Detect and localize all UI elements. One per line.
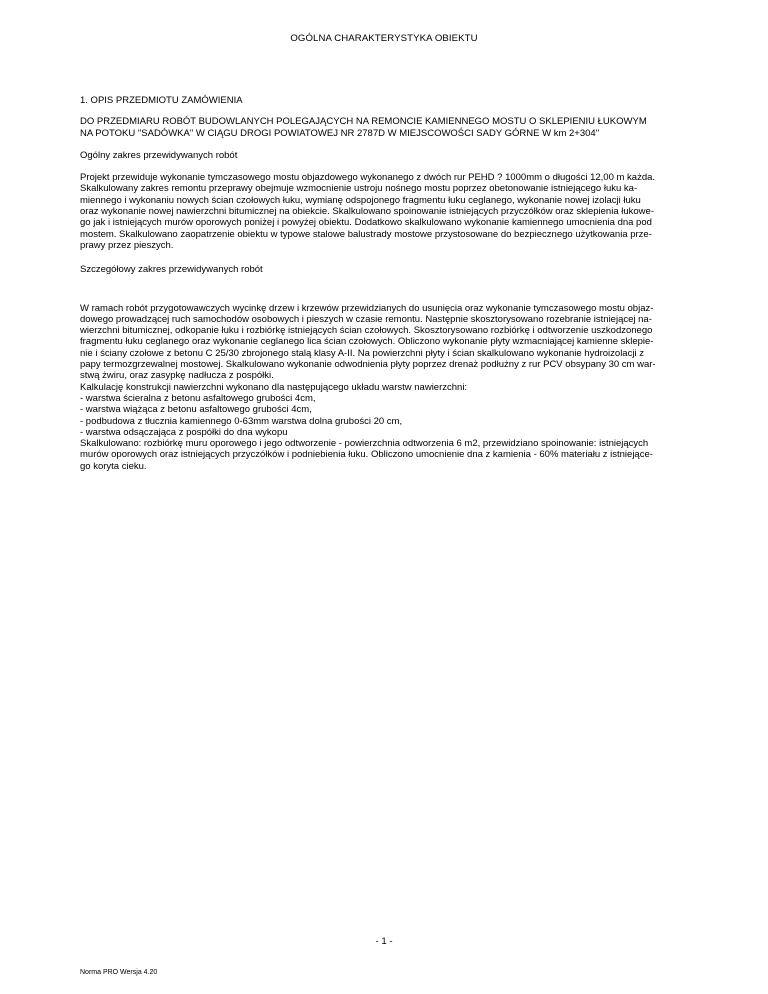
paragraph-line: papy termozgrzewalnej mostowej. Skalkulowano wykonanie odwodnienia płyty poprzez drenaż podłużny z rur PCV obsypany 30 cm war- [80, 359, 656, 371]
detailed-scope-paragraph [80, 303, 725, 472]
layer-list-item: - podbudowa z tłucznia kamiennego 0-63mm warstwa dolna grubości 20 cm, [80, 415, 403, 427]
section-title: 1. OPIS PRZEDMIOTU ZAMÓWIENIA [80, 95, 243, 106]
project-title [80, 116, 725, 139]
paragraph-line: Skalkulowano: rozbiórkę muru oporowego i jego odtworzenie - powierzchnia odtworzenia 6 m2, przewidziano spoinowanie: istniejących [80, 438, 649, 450]
page-title: OGÓLNA CHARAKTERYSTYKA OBIEKTU [290, 33, 478, 44]
project-title-line: DO PRZEDMIARU ROBÓT BUDOWLANYCH POLEGAJĄCYCH NA REMONCIE KAMIENNEGO MOSTU O SKLEPIENIU ŁUKOWYM [80, 116, 647, 128]
software-version-label: Norma PRO Wersja 4.20 [80, 969, 158, 976]
paragraph-line: dowego prowadzącej ruch samochodów osobowych i pieszych w czasie remontu. Następnie skosztorysowano rozebranie istniejącej na- [80, 313, 652, 325]
page-number: - 1 - [375, 936, 393, 947]
paragraph-line: nie i ściany czołowe z betonu C 25/30 zbrojonego stalą klasy A-II. Na powierzchni płyty i ścian skalkulowano wykonanie hydroizolacji z [80, 347, 644, 359]
paragraph-line: mostem. Skalkulowano zaopatrzenie obiektu w typowe stalowe balustrady mostowe przystosowane do bezpiecznego użytkowania prze- [80, 228, 652, 240]
general-scope-heading: Ogólny zakres przewidywanych robót [80, 149, 238, 161]
document-body [80, 95, 725, 485]
project-title-line: NA POTOKU "SADÓWKA" W CIĄGU DROGI POWIATOWEJ NR 2787D W MIEJSCOWOŚCI SADY GÓRNE W km 2+304" [80, 127, 600, 139]
paragraph-line: murów oporowych oraz istniejących przyczółków i podniebienia łuku. Obliczono umocnienie dna z kamienia - 60% materiału z istniejące- [80, 449, 653, 461]
detailed-scope-heading: Szczegółowy zakres przewidywanych robót [80, 264, 263, 276]
page-header [0, 33, 768, 45]
paragraph-line: oraz wykonanie nowej nawierzchni bitumicznej na obiekcie. Skalkulowano spoinowanie istniejących przyczółków oraz sklepienia łukowe- [80, 206, 654, 218]
paragraph-line: miennego i wykonaniu nowych ścian czołowych łuku, wymianę odspojonego fragmentu łuku ceglanego, wykonanie nowej izolacji łuku [80, 194, 641, 206]
layer-list-item: - warstwa wiążąca z betonu asfaltowego grubości 4cm, [80, 404, 312, 416]
layer-list-item: - warstwa ścieralna z betonu asfaltowego grubości 4cm, [80, 392, 316, 404]
paragraph-line: Projekt przewiduje wykonanie tymczasowego mostu objazdowego wykonanego z dwóch rur PEHD ? 1000mm o długości 12,00 m każda. [80, 172, 656, 184]
paragraph-line: Skalkulowany zakres remontu przeprawy obejmuje wzmocnienie ustroju nośnego mostu poprzez obetonowanie istniejącego łuku ka- [80, 183, 638, 195]
paragraph-line: go jak i istniejących murów oporowych poniżej i powyżej obiektu. Dodatkowo skalkulowano wykonanie kamiennego umocnienia dna pod [80, 217, 652, 229]
paragraph-line: W ramach robót przygotowawczych wycinkę drzew i krzewów przewidzianych do usunięcia oraz wykonanie tymczasowego mostu objaz- [80, 302, 654, 314]
layer-list-item: - warstwa odsączająca z pospółki do dna wykopu [80, 426, 288, 438]
general-scope-paragraph [80, 172, 725, 251]
paragraph-line: prawy przez pieszych. [80, 239, 174, 251]
paragraph-line: Kalkulację konstrukcji nawierzchni wykonano dla następującego układu warstw nawierzchni: [80, 381, 468, 393]
paragraph-line: fragmentu łuku ceglanego oraz wykonanie ceglanego lica ścian czołowych. Obliczono wykonanie płyty wzmacniającej kamienne sklepie- [80, 336, 654, 348]
paragraph-line: wierzchni bitumicznej, odkopanie łuku i rozbiórkę istniejących ścian czołowych. Skosztorysowano rozbiórkę i odtworzenie uszkodzonego [80, 325, 653, 337]
paragraph-line: stwą żwiru, oraz zasypkę nadłucza z pospółki. [80, 370, 274, 382]
paragraph-line: go koryta cieku. [80, 460, 147, 472]
